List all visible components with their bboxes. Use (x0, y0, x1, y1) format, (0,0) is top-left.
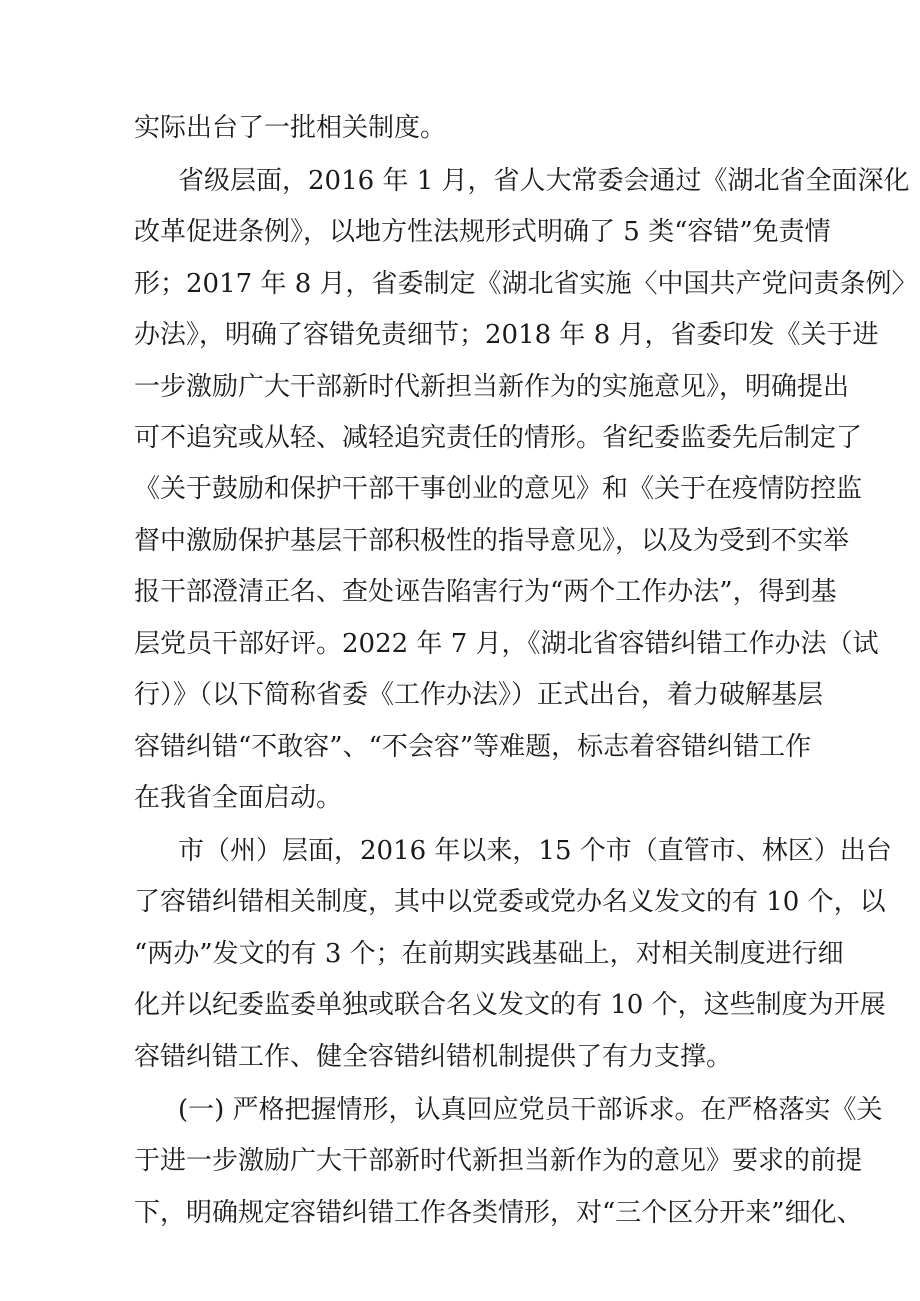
text-line: 一步激励广大干部新时代新担当新作为的实施意见》，明确提出 (134, 372, 850, 402)
text-line: 《关于鼓励和保护干部干事创业的意见》和《关于在疫情防控监 (134, 474, 863, 504)
text-line: 督中激励保护基层干部积极性的指导意见》，以及为受到不实举 (134, 526, 850, 556)
text-line: 层党员干部好评。2022 年 7 月，《湖北省容错纠错工作办法（试 (134, 629, 879, 659)
text-line: 可不追究或从轻、减轻追究责任的情形。省纪委监委先后制定了 (134, 423, 863, 453)
paragraph-start: (一) 严格把握情形，认真回应党员干部诉求。在严格落实《关 (178, 1095, 883, 1125)
text-line: 报干部澄清正名、查处诬告陷害行为“两个工作办法”，得到基 (134, 577, 837, 607)
text-line: 形；2017 年 8 月，省委制定《湖北省实施〈中国共产党问责条例〉 (134, 269, 918, 299)
text-line: 下，明确规定容错纠错工作各类情形，对“三个区分开来”细化、 (134, 1198, 863, 1228)
text-line: “两办”发文的有 3 个；在前期实践基础上，对相关制度进行细 (134, 939, 844, 969)
text-line: 在我省全面启动。 (134, 783, 343, 813)
paragraph-start: 省级层面，2016 年 1 月，省人大常委会通过《湖北省全面深化 (178, 166, 910, 196)
text-line: 于进一步激励广大干部新时代新担当新作为的意见》要求的前提 (134, 1146, 863, 1176)
text-line: 行）》（以下简称省委《工作办法》）正式出台，着力破解基层 (134, 680, 824, 710)
text-line: 改革促进条例》，以地方性法规形式明确了 5 类“容错”免责情 (134, 217, 831, 247)
text-line: 化并以纪委监委单独或联合名义发文的有 10 个，这些制度为开展 (134, 990, 886, 1020)
text-line: 了容错纠错相关制度，其中以党委或党办名义发文的有 10 个，以 (134, 887, 886, 917)
paragraph-start: 市（州）层面，2016 年以来，15 个市（直管市、林区）出台 (178, 836, 892, 866)
text-line: 实际出台了一批相关制度。 (134, 113, 447, 143)
text-line: 办法》，明确了容错免责细节；2018 年 8 月，省委印发《关于进 (134, 320, 879, 350)
text-line: 容错纠错“不敢容”、“不会容”等难题，标志着容错纠错工作 (134, 732, 812, 762)
text-line: 容错纠错工作、健全容错纠错机制提供了有力支撑。 (134, 1042, 733, 1072)
